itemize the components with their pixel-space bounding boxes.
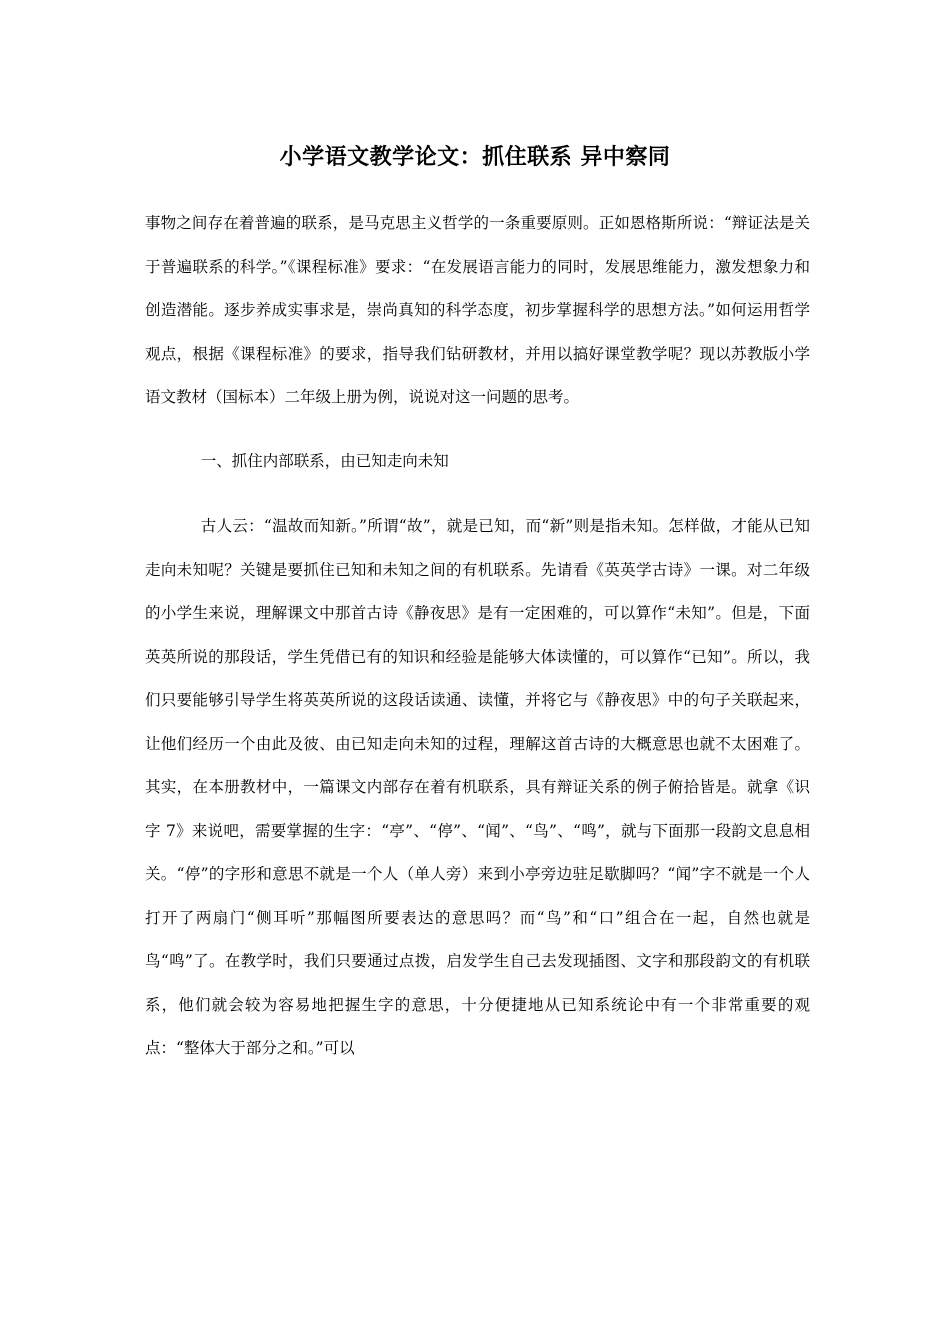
document-body bbox=[145, 202, 810, 1071]
intro-paragraph: 事物之间存在着普遍的联系，是马克思主义哲学的一条重要原则。正如恩格斯所说：“辩证法是关于普遍联系的科学。”《课程标准》要求：“在发展语言能力的同时，发展思维能力，激发想象力和创造潜能。逐步养成实事求是，崇尚真知的科学态度，初步掌握科学的思想方法。”如何运用哲学观点，根据《课程标准》的要求，指导我们钻研教材，并用以搞好课堂教学呢？现以苏教版小学语文教材（国标本）二年级上册为例，说说对这一问题的思考。 bbox=[145, 214, 810, 406]
section-paragraph: 古人云：“温故而知新。”所谓“故”，就是已知，而“新”则是指未知。怎样做，才能从已知走向未知呢？关键是要抓住已知和未知之间的有机联系。先请看《英英学古诗》一课。对二年级的小学生来说，理解课文中那首古诗《静夜思》是有一定困难的，可以算作“未知”。但是，下面英英所说的那段话，学生凭借已有的知识和经验是能够大体读懂的，可以算作“已知”。所以，我们只要能够引导学生将英英所说的这段话读通、读懂，并将它与《静夜思》中的句子关联起来，让他们经历一个由此及彼、由已知走向未知的过程，理解这首古诗的大概意思也就不太困难了。其实，在本册教材中，一篇课文内部存在着有机联系，具有辩证关系的例子俯拾皆是。就拿《识字 7》来说吧，需要掌握的生字：“亭”、“停”、“闻”、“鸟”、“鸣”，就与下面那一段韵文息息相关。“停”的字形和意思不就是一个人（单人旁）来到小亭旁边驻足歇脚吗？“闻”字不就是一个人打开了两扇门“侧耳听”那幅图所要表达的意思吗？而“鸟”和“口”组合在一起，自然也就是鸟“鸣”了。在教学时，我们只要通过点拨，启发学生自己去发现插图、文字和那段韵文的有机联系，他们就会较为容易地把握生字的意思，十分便捷地从已知系统论中有一个非常重要的观点：“整体大于部分之和。”可以 bbox=[145, 517, 810, 1057]
document-title: 小学语文教学论文：抓住联系 异中察同 bbox=[279, 145, 671, 170]
section-heading: 一、抓住内部联系，由已知走向未知 bbox=[200, 451, 449, 470]
